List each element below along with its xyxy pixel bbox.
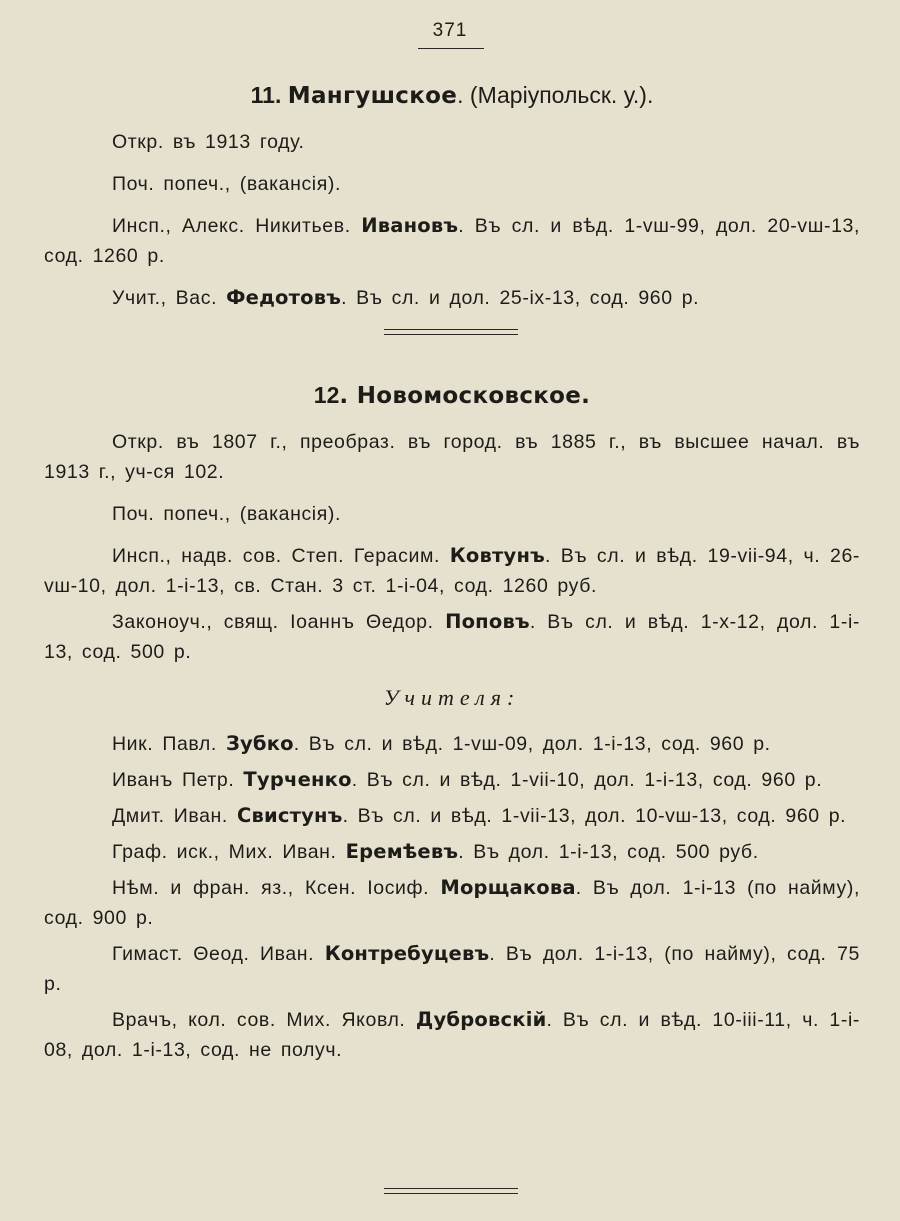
teacher-entry: Дмит. Иван. Свистунъ. Въ сл. и вѣд. 1-vii-13, дол. 10-vш-13, сод. 960 р. [112,804,847,827]
section-12-opened: Откр. въ 1807 г., преобраз. въ город. въ 1885 г., въ высшее начал. въ 1913 г., уч-ся 102. [44,431,860,483]
section-12-priest: Законоуч., свящ. Іоаннъ Θедор. Поповъ. Въ сл. и вѣд. 1-x-12, дол. 1-i-13, сод. 500 р. [44,610,860,663]
section-11-number: 11. [250,82,282,108]
section-12-patron: Поч. попеч., (вакансія). [112,503,342,525]
section-12-inspector: Инсп., надв. сов. Степ. Герасим. Ковтунъ. Въ сл. и вѣд. 19-vii-94, ч. 26-vш-10, дол. 1-i-13, св. Стан. 3 ст. 1-i-04, сод. 1260 руб. [44,544,860,597]
priest-surname: Поповъ [445,610,530,633]
page-number-rule [418,48,484,49]
teacher-entry: Иванъ Петр. Турченко. Въ сл. и вѣд. 1-vii-10, дол. 1-i-13, сод. 960 р. [112,768,823,791]
inspector-surname: Ивановъ [361,214,459,237]
section-11-name: Мангушское [287,83,458,109]
inspector-surname: Ковтунъ [449,544,545,567]
section-11-place: . (Маріупольск. у.). [457,82,654,108]
teacher-entry: Ник. Павл. Зубко. Въ сл. и вѣд. 1-vш-09, дол. 1-i-13, сод. 960 р. [112,732,771,755]
section-divider [384,1188,518,1194]
section-11-teacher: Учит., Вас. Федотовъ. Въ сл. и дол. 25-ix-13, сод. 960 р. [112,286,700,309]
section-11-heading [44,80,860,111]
section-11-inspector: Инсп., Алекс. Никитьев. Ивановъ. Въ сл. и вѣд. 1-vш-99, дол. 20-vш-13, сод. 1260 р. [44,214,860,267]
teacher-entry: Гимаст. Θеод. Иван. Контребуцевъ. Въ дол. 1-i-13, (по найму), сод. 75 р. [44,942,860,995]
teacher-entry: Граф. иск., Мих. Иван. Еремѣевъ. Въ дол. 1-i-13, сод. 500 руб. [112,840,759,863]
page-number: 371 [432,20,468,41]
teacher-entry: Нѣм. и фран. яз., Ксен. Іосиф. Морщакова. Въ дол. 1-i-13 (по найму), сод. 900 р. [44,876,860,929]
section-12 [44,380,860,1065]
teacher-surname: Федотовъ [226,286,342,309]
section-12-heading [44,380,860,411]
teachers-heading: Учителя: [383,685,521,710]
section-divider [384,329,518,335]
section-11 [44,80,860,313]
section-12-name: . Новомосковское. [339,383,591,409]
section-12-number: 12 [313,382,340,408]
section-11-patron: Поч. попеч., (вакансія). [112,173,342,195]
section-11-opened: Откр. въ 1913 году. [112,131,305,153]
doctor-entry: Врачъ, кол. сов. Мих. Яковл. Дубровскій. Въ сл. и вѣд. 10-iii-11, ч. 1-i-08, дол. 1-i-13, сод. не получ. [44,1008,860,1061]
